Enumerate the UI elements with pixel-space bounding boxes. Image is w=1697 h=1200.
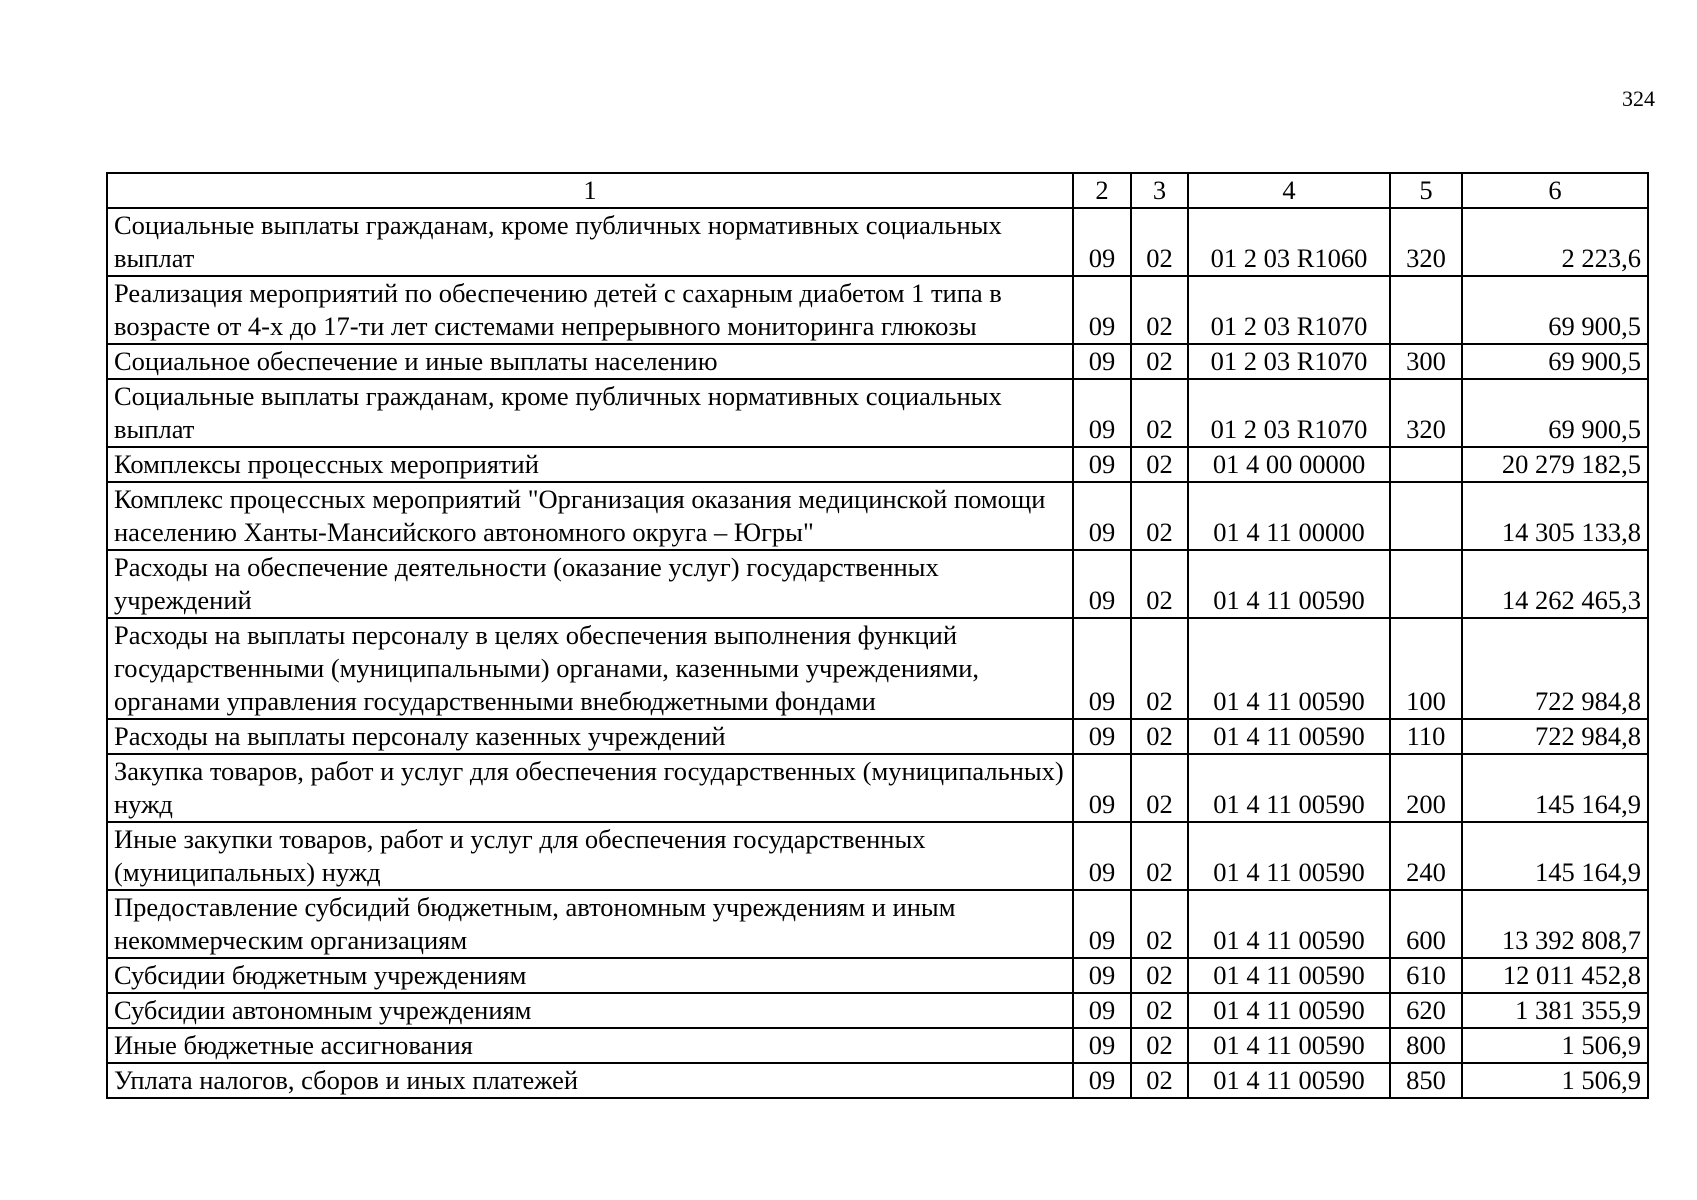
row-description: Предоставление субсидий бюджетным, автономным учреждениям и иным некоммерческим организациям (107, 890, 1073, 958)
row-amount: 145 164,9 (1462, 822, 1648, 890)
row-target-article-code: 01 2 03 R1070 (1188, 379, 1390, 447)
header-row (107, 173, 1648, 208)
column-header-4: 4 (1188, 173, 1390, 208)
row-section-code: 09 (1073, 719, 1131, 754)
row-target-article-code: 01 4 11 00590 (1188, 822, 1390, 890)
row-amount: 1 506,9 (1462, 1028, 1648, 1063)
table-row (107, 447, 1648, 482)
row-section-code: 09 (1073, 550, 1131, 618)
page-number: 324 (1622, 86, 1655, 111)
table-row (107, 618, 1648, 719)
row-target-article-code: 01 4 11 00590 (1188, 890, 1390, 958)
table-row (107, 754, 1648, 822)
row-target-article-code: 01 2 03 R1070 (1188, 276, 1390, 344)
row-expense-type-code: 200 (1390, 754, 1462, 822)
table-row (107, 1028, 1648, 1063)
row-subsection-code: 02 (1131, 719, 1188, 754)
row-section-code: 09 (1073, 447, 1131, 482)
row-section-code: 09 (1073, 208, 1131, 276)
row-description: Комплекс процессных мероприятий "Организация оказания медицинской помощи населению Ханты-Мансийского автономного округа – Югры" (107, 482, 1073, 550)
row-amount: 1 506,9 (1462, 1063, 1648, 1098)
row-subsection-code: 02 (1131, 993, 1188, 1028)
row-target-article-code: 01 4 00 00000 (1188, 447, 1390, 482)
row-expense-type-code (1390, 276, 1462, 344)
row-section-code: 09 (1073, 1063, 1131, 1098)
row-target-article-code: 01 4 11 00590 (1188, 958, 1390, 993)
table-row (107, 208, 1648, 276)
row-section-code: 09 (1073, 890, 1131, 958)
row-target-article-code: 01 4 11 00590 (1188, 754, 1390, 822)
row-section-code: 09 (1073, 754, 1131, 822)
row-subsection-code: 02 (1131, 822, 1188, 890)
row-section-code: 09 (1073, 276, 1131, 344)
row-expense-type-code (1390, 482, 1462, 550)
row-amount: 722 984,8 (1462, 618, 1648, 719)
row-description: Расходы на выплаты персоналу в целях обеспечения выполнения функций государственными (муниципальными) органами, казенными учреждениями, органами управления государственными внебюджетными фондами (107, 618, 1073, 719)
row-target-article-code: 01 4 11 00590 (1188, 618, 1390, 719)
row-expense-type-code: 320 (1390, 379, 1462, 447)
row-amount: 722 984,8 (1462, 719, 1648, 754)
row-subsection-code: 02 (1131, 1028, 1188, 1063)
row-expense-type-code (1390, 447, 1462, 482)
row-section-code: 09 (1073, 1028, 1131, 1063)
row-description: Уплата налогов, сборов и иных платежей (107, 1063, 1073, 1098)
row-section-code: 09 (1073, 482, 1131, 550)
column-header-2: 2 (1073, 173, 1131, 208)
row-section-code: 09 (1073, 618, 1131, 719)
row-expense-type-code: 320 (1390, 208, 1462, 276)
column-header-1: 1 (107, 173, 1073, 208)
row-expense-type-code (1390, 550, 1462, 618)
row-description: Иные бюджетные ассигнования (107, 1028, 1073, 1063)
row-section-code: 09 (1073, 958, 1131, 993)
row-description: Расходы на выплаты персоналу казенных учреждений (107, 719, 1073, 754)
row-section-code: 09 (1073, 993, 1131, 1028)
row-subsection-code: 02 (1131, 208, 1188, 276)
table-body (107, 208, 1648, 1098)
row-subsection-code: 02 (1131, 344, 1188, 379)
row-description: Социальное обеспечение и иные выплаты населению (107, 344, 1073, 379)
table-row (107, 719, 1648, 754)
row-description: Расходы на обеспечение деятельности (оказание услуг) государственных учреждений (107, 550, 1073, 618)
row-target-article-code: 01 4 11 00590 (1188, 550, 1390, 618)
row-amount: 69 900,5 (1462, 344, 1648, 379)
row-description: Комплексы процессных мероприятий (107, 447, 1073, 482)
table-row (107, 822, 1648, 890)
row-amount: 1 381 355,9 (1462, 993, 1648, 1028)
row-section-code: 09 (1073, 822, 1131, 890)
row-description: Субсидии автономным учреждениям (107, 993, 1073, 1028)
table-row (107, 890, 1648, 958)
table-row (107, 1063, 1648, 1098)
table-row (107, 344, 1648, 379)
table-row (107, 993, 1648, 1028)
row-subsection-code: 02 (1131, 754, 1188, 822)
row-subsection-code: 02 (1131, 447, 1188, 482)
row-description: Субсидии бюджетным учреждениям (107, 958, 1073, 993)
row-expense-type-code: 300 (1390, 344, 1462, 379)
table-row (107, 482, 1648, 550)
row-section-code: 09 (1073, 344, 1131, 379)
row-expense-type-code: 600 (1390, 890, 1462, 958)
row-amount: 14 305 133,8 (1462, 482, 1648, 550)
row-amount: 2 223,6 (1462, 208, 1648, 276)
row-section-code: 09 (1073, 379, 1131, 447)
row-description: Социальные выплаты гражданам, кроме публичных нормативных социальных выплат (107, 379, 1073, 447)
row-expense-type-code: 620 (1390, 993, 1462, 1028)
budget-table (106, 172, 1649, 1099)
row-expense-type-code: 110 (1390, 719, 1462, 754)
table-row (107, 958, 1648, 993)
row-target-article-code: 01 2 03 R1070 (1188, 344, 1390, 379)
table-row (107, 550, 1648, 618)
row-subsection-code: 02 (1131, 550, 1188, 618)
row-amount: 20 279 182,5 (1462, 447, 1648, 482)
row-amount: 14 262 465,3 (1462, 550, 1648, 618)
row-amount: 69 900,5 (1462, 379, 1648, 447)
row-subsection-code: 02 (1131, 890, 1188, 958)
row-target-article-code: 01 4 11 00590 (1188, 1063, 1390, 1098)
row-amount: 69 900,5 (1462, 276, 1648, 344)
row-expense-type-code: 850 (1390, 1063, 1462, 1098)
row-target-article-code: 01 4 11 00590 (1188, 719, 1390, 754)
row-amount: 12 011 452,8 (1462, 958, 1648, 993)
row-subsection-code: 02 (1131, 276, 1188, 344)
row-expense-type-code: 610 (1390, 958, 1462, 993)
row-amount: 145 164,9 (1462, 754, 1648, 822)
column-header-6: 6 (1462, 173, 1648, 208)
column-header-3: 3 (1131, 173, 1188, 208)
row-subsection-code: 02 (1131, 618, 1188, 719)
row-subsection-code: 02 (1131, 482, 1188, 550)
column-header-5: 5 (1390, 173, 1462, 208)
row-target-article-code: 01 2 03 R1060 (1188, 208, 1390, 276)
row-target-article-code: 01 4 11 00000 (1188, 482, 1390, 550)
row-subsection-code: 02 (1131, 958, 1188, 993)
row-subsection-code: 02 (1131, 1063, 1188, 1098)
row-expense-type-code: 800 (1390, 1028, 1462, 1063)
row-amount: 13 392 808,7 (1462, 890, 1648, 958)
row-target-article-code: 01 4 11 00590 (1188, 993, 1390, 1028)
row-expense-type-code: 100 (1390, 618, 1462, 719)
row-expense-type-code: 240 (1390, 822, 1462, 890)
row-description: Закупка товаров, работ и услуг для обеспечения государственных (муниципальных) нужд (107, 754, 1073, 822)
table-row (107, 276, 1648, 344)
row-description: Реализация мероприятий по обеспечению детей с сахарным диабетом 1 типа в возрасте от 4-х до 17-ти лет системами непрерывного мониторинга глюкозы (107, 276, 1073, 344)
row-subsection-code: 02 (1131, 379, 1188, 447)
row-description: Социальные выплаты гражданам, кроме публичных нормативных социальных выплат (107, 208, 1073, 276)
table-row (107, 379, 1648, 447)
row-description: Иные закупки товаров, работ и услуг для обеспечения государственных (муниципальных) нужд (107, 822, 1073, 890)
table-header (107, 173, 1648, 208)
row-target-article-code: 01 4 11 00590 (1188, 1028, 1390, 1063)
